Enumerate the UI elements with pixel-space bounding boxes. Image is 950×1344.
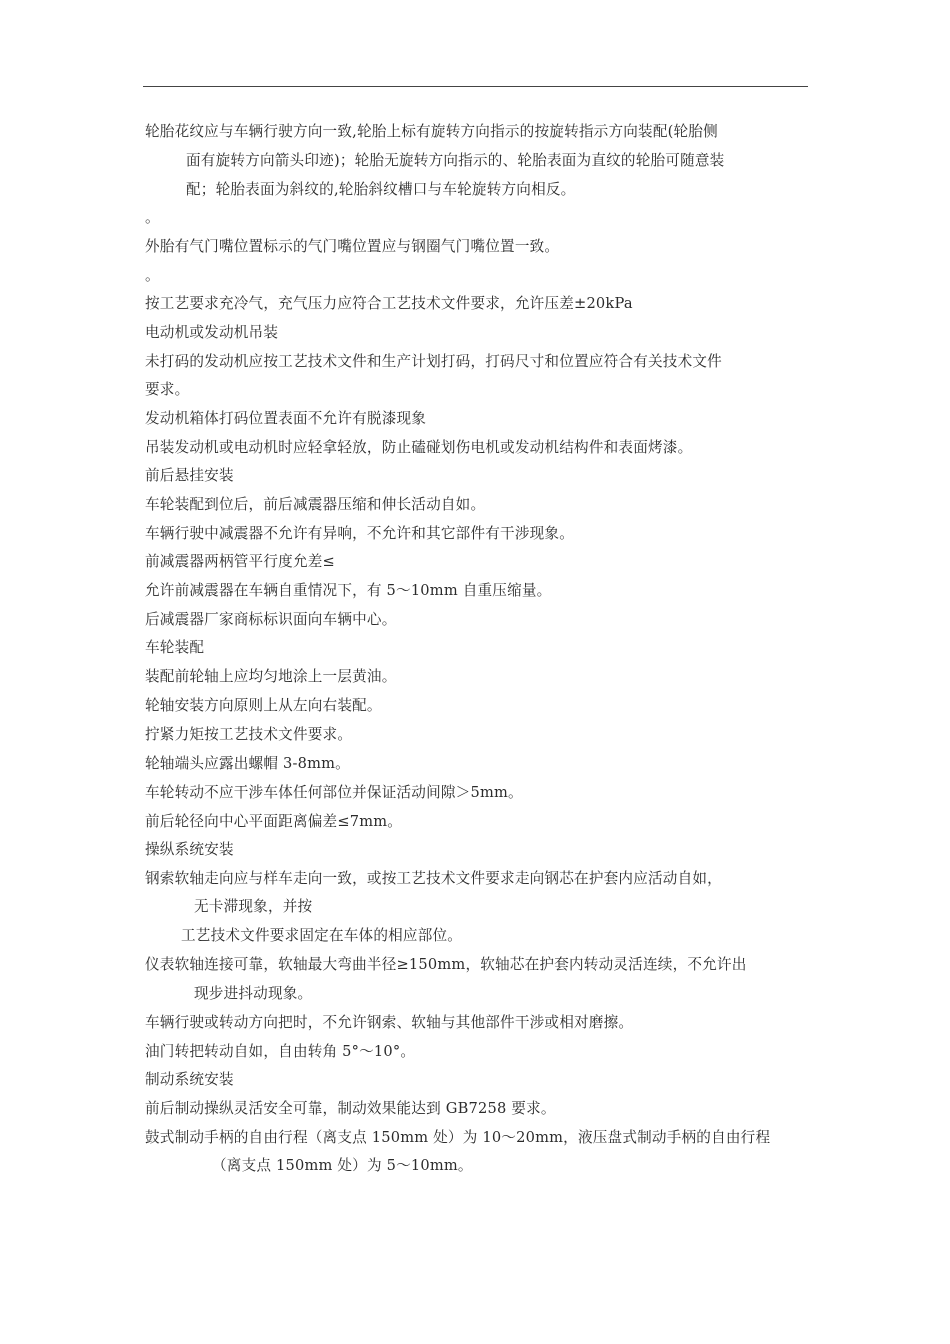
text-line: 鼓式制动手柄的自由行程（离支点 150mm 处）为 10～20mm，液压盘式制动手柄的自由行程 <box>145 1129 771 1146</box>
text-line: 允许前减震器在车辆自重情况下，有 5～10mm 自重压缩量。 <box>145 582 552 599</box>
section-heading: 车轮装配 <box>145 639 205 656</box>
text-line: 配；轮胎表面为斜纹的,轮胎斜纹槽口与车轮旋转方向相反。 <box>186 181 576 198</box>
text-line: 发动机箱体打码位置表面不允许有脱漆现象 <box>145 410 427 427</box>
section-heading: 制动系统安装 <box>145 1071 234 1088</box>
text-line: 外胎有气门嘴位置标示的气门嘴位置应与钢圈气门嘴位置一致。 <box>145 238 560 255</box>
text-line: 车辆行驶中减震器不允许有异响，不允许和其它部件有干涉现象。 <box>145 525 575 542</box>
text-line: 拧紧力矩按工艺技术文件要求。 <box>145 726 353 743</box>
text-line: 现步进抖动现象。 <box>194 985 313 1002</box>
text-line: 无卡滞现象，并按 <box>194 898 313 915</box>
text-line: 。 <box>145 267 160 284</box>
text-line: （离支点 150mm 处）为 5～10mm。 <box>212 1157 473 1174</box>
text-line: 车辆行驶或转动方向把时，不允许钢索、软轴与其他部件干涉或相对磨擦。 <box>145 1014 634 1031</box>
text-line: 吊装发动机或电动机时应轻拿轻放，防止磕碰划伤电机或发动机结构件和表面烤漆。 <box>145 439 693 456</box>
text-line: 车轮装配到位后，前后减震器压缩和伸长活动自如。 <box>145 496 486 513</box>
text-line: 轮轴安装方向原则上从左向右装配。 <box>145 697 382 714</box>
header-rule <box>143 86 808 87</box>
text-line: 后减震器厂家商标标识面向车辆中心。 <box>145 611 397 628</box>
section-heading: 前后悬挂安装 <box>145 467 234 484</box>
text-line: 车轮转动不应干涉车体任何部位并保证活动间隙＞5mm。 <box>145 784 523 801</box>
text-line: 面有旋转方向箭头印迹)；轮胎无旋转方向指示的、轮胎表面为直纹的轮胎可随意装 <box>186 152 725 169</box>
text-line: 前后制动操纵灵活安全可靠，制动效果能达到 GB7258 要求。 <box>145 1100 556 1117</box>
text-line: 轮轴端头应露出螺帽 3-8mm。 <box>145 755 350 772</box>
text-line: 轮胎花纹应与车辆行驶方向一致,轮胎上标有旋转方向指示的按旋转指示方向装配(轮胎侧 <box>145 123 718 140</box>
section-heading: 电动机或发动机吊装 <box>145 324 279 341</box>
text-line: 。 <box>145 209 160 226</box>
text-line: 前减震器两柄管平行度允差≤ <box>145 553 335 570</box>
text-line: 仪表软轴连接可靠，软轴最大弯曲半径≥150mm，软轴芯在护套内转动灵活连续，不允许出 <box>145 956 747 973</box>
text-line: 装配前轮轴上应均匀地涂上一层黄油。 <box>145 668 397 685</box>
text-line: 要求。 <box>145 381 190 398</box>
text-line: 按工艺要求充冷气，充气压力应符合工艺技术文件要求，允许压差±20kPa <box>145 295 633 312</box>
text-line: 工艺技术文件要求固定在车体的相应部位。 <box>181 927 463 944</box>
text-line: 钢索软轴走向应与样车走向一致，或按工艺技术文件要求走向钢芯在护套内应活动自如， <box>145 870 722 887</box>
text-line: 前后轮径向中心平面距离偏差≤7mm。 <box>145 813 403 830</box>
text-line: 未打码的发动机应按工艺技术文件和生产计划打码，打码尺寸和位置应符合有关技术文件 <box>145 353 722 370</box>
text-line: 油门转把转动自如，自由转角 5°～10°。 <box>145 1043 416 1060</box>
section-heading: 操纵系统安装 <box>145 841 234 858</box>
